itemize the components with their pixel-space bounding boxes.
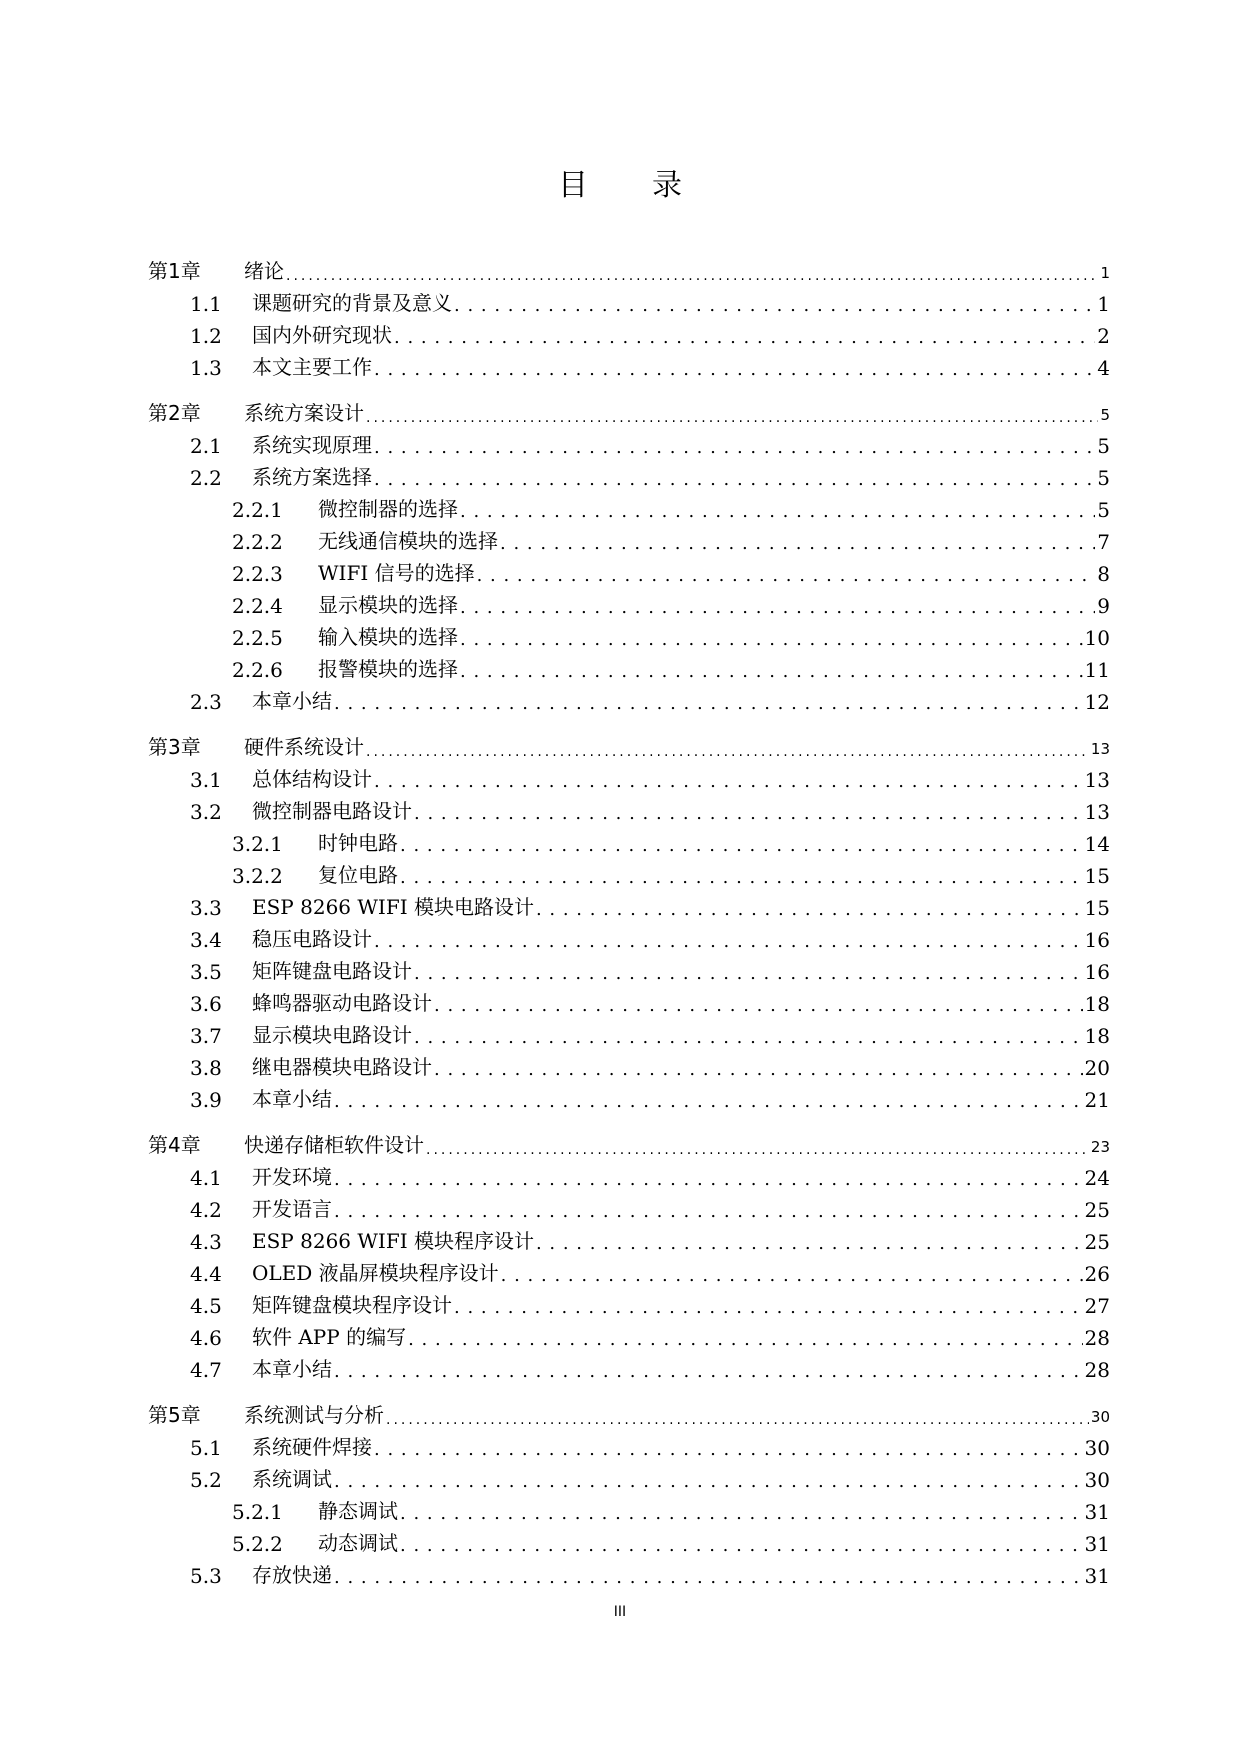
dot-leader bbox=[414, 800, 1083, 824]
toc-entry-number: 4.6 bbox=[190, 1326, 222, 1350]
toc-entry-title[interactable]: 系统硬件焊接 bbox=[252, 1435, 372, 1459]
toc-entry-title[interactable]: 微控制器的选择 bbox=[318, 497, 458, 521]
toc-entry-subsection[interactable] bbox=[148, 650, 1110, 682]
dot-leader bbox=[460, 498, 1095, 522]
dot-leader bbox=[460, 658, 1083, 682]
toc-entry-number: 第4章 bbox=[148, 1133, 201, 1157]
toc-entry-title[interactable]: 硬件系统设计 bbox=[244, 735, 364, 759]
toc-entry-chapter[interactable] bbox=[148, 1396, 1110, 1428]
toc-entry-section[interactable] bbox=[148, 458, 1110, 490]
toc-entry-subsection[interactable] bbox=[148, 1492, 1110, 1524]
toc-entry-chapter[interactable] bbox=[148, 252, 1110, 284]
table-of-contents bbox=[148, 252, 1110, 1588]
toc-entry-number: 1.2 bbox=[190, 324, 222, 348]
toc-entry-section[interactable] bbox=[148, 1350, 1110, 1382]
toc-entry-title[interactable]: 输入模块的选择 bbox=[318, 625, 458, 649]
toc-entry-title[interactable]: 快递存储柜软件设计 bbox=[244, 1133, 424, 1157]
toc-entry-number: 5.2.2 bbox=[232, 1532, 283, 1556]
toc-entry-section[interactable] bbox=[148, 1428, 1110, 1460]
dot-leader bbox=[334, 1198, 1083, 1222]
dot-leader bbox=[334, 1088, 1083, 1112]
toc-entry-title[interactable]: 开发语言 bbox=[252, 1197, 332, 1221]
toc-entry-section[interactable] bbox=[148, 1318, 1110, 1350]
toc-entry-title[interactable]: 存放快递 bbox=[252, 1563, 332, 1587]
toc-entry-section[interactable] bbox=[148, 984, 1110, 1016]
toc-entry-page[interactable]: 16 bbox=[1084, 928, 1110, 952]
toc-entry-number: 2.3 bbox=[190, 690, 222, 714]
toc-entry-title[interactable]: 课题研究的背景及意义 bbox=[252, 291, 452, 315]
toc-entry-number: 2.2.3 bbox=[232, 562, 283, 586]
toc-entry-page[interactable]: 13 bbox=[1084, 768, 1110, 792]
toc-entry-number: 5.1 bbox=[190, 1436, 222, 1460]
dot-leader bbox=[500, 530, 1095, 554]
dot-leader bbox=[414, 1024, 1083, 1048]
toc-entry-title[interactable]: 稳压电路设计 bbox=[252, 927, 372, 951]
toc-entry-page[interactable]: 28 bbox=[1084, 1358, 1110, 1382]
toc-entry-title[interactable]: 系统调试 bbox=[252, 1467, 332, 1491]
toc-entry-page[interactable]: 4 bbox=[1097, 356, 1110, 380]
toc-entry-number: 4.7 bbox=[190, 1358, 222, 1382]
toc-entry-section[interactable] bbox=[148, 1286, 1110, 1318]
toc-entry-title[interactable]: 系统方案选择 bbox=[252, 465, 372, 489]
dot-leader bbox=[374, 466, 1095, 490]
dot-leader bbox=[374, 1436, 1083, 1460]
dot-leader bbox=[334, 1468, 1083, 1492]
dot-leader bbox=[408, 1326, 1082, 1350]
dot-leader bbox=[334, 1564, 1083, 1588]
toc-entry-title[interactable]: 报警模块的选择 bbox=[318, 657, 458, 681]
toc-entry-section[interactable] bbox=[148, 284, 1110, 316]
dot-leader bbox=[334, 1358, 1083, 1382]
toc-entry-chapter[interactable] bbox=[148, 1126, 1110, 1158]
toc-entry-title[interactable]: 矩阵键盘电路设计 bbox=[252, 959, 412, 983]
toc-entry-number: 2.2.5 bbox=[232, 626, 283, 650]
toc-entry-page[interactable]: 30 bbox=[1084, 1436, 1110, 1460]
toc-entry-title[interactable]: 国内外研究现状 bbox=[252, 323, 392, 347]
toc-entry-page[interactable]: 18 bbox=[1084, 992, 1110, 1016]
toc-entry-number: 4.1 bbox=[190, 1166, 222, 1190]
toc-entry-page[interactable]: 26 bbox=[1084, 1262, 1110, 1286]
toc-entry-section[interactable] bbox=[148, 888, 1110, 920]
toc-entry-number: 4.5 bbox=[190, 1294, 222, 1318]
page-title bbox=[0, 160, 1240, 204]
dot-leader bbox=[454, 292, 1095, 316]
toc-entry-page[interactable]: 11 bbox=[1084, 658, 1110, 682]
toc-entry-number: 2.1 bbox=[190, 434, 222, 458]
toc-entry-number: 3.6 bbox=[190, 992, 222, 1016]
toc-entry-page[interactable]: 30 bbox=[1090, 1408, 1110, 1426]
toc-entry-chapter[interactable] bbox=[148, 394, 1110, 426]
toc-entry-title[interactable]: 开发环境 bbox=[252, 1165, 332, 1189]
toc-entry-page[interactable]: 1 bbox=[1097, 292, 1110, 316]
toc-entry-subsection[interactable] bbox=[148, 1524, 1110, 1556]
toc-entry-section[interactable] bbox=[148, 1158, 1110, 1190]
toc-entry-section[interactable] bbox=[148, 316, 1110, 348]
toc-entry-title[interactable]: 本章小结 bbox=[252, 1087, 332, 1111]
toc-entry-page[interactable]: 28 bbox=[1084, 1326, 1110, 1350]
toc-entry-section[interactable] bbox=[148, 1556, 1110, 1588]
dot-leader bbox=[501, 1262, 1083, 1286]
toc-entry-title[interactable]: 绪论 bbox=[244, 259, 284, 283]
toc-entry-page[interactable]: 30 bbox=[1084, 1468, 1110, 1492]
toc-entry-section[interactable] bbox=[148, 1460, 1110, 1492]
toc-entry-title[interactable]: 本章小结 bbox=[252, 1357, 332, 1381]
toc-entry-page[interactable]: 31 bbox=[1084, 1532, 1110, 1556]
toc-entry-section[interactable] bbox=[148, 348, 1110, 380]
toc-entry-number: 3.5 bbox=[190, 960, 222, 984]
toc-entry-page[interactable]: 5 bbox=[1100, 406, 1110, 424]
toc-entry-section[interactable] bbox=[148, 1080, 1110, 1112]
toc-entry-number: 4.4 bbox=[190, 1262, 222, 1286]
toc-entry-number: 5.3 bbox=[190, 1564, 222, 1588]
toc-entry-title[interactable]: 时钟电路 bbox=[318, 831, 398, 855]
toc-entry-section[interactable] bbox=[148, 920, 1110, 952]
toc-entry-page[interactable]: 5 bbox=[1097, 498, 1110, 522]
toc-entry-page[interactable]: 31 bbox=[1084, 1564, 1110, 1588]
toc-entry-number: 5.2 bbox=[190, 1468, 222, 1492]
toc-entry-title[interactable]: 本文主要工作 bbox=[252, 355, 372, 379]
title-char-1: 目 bbox=[558, 168, 588, 203]
toc-entry-title[interactable]: WIFI 信号的选择 bbox=[318, 561, 475, 585]
toc-entry-title[interactable]: 复位电路 bbox=[318, 863, 398, 887]
dot-leader bbox=[334, 1166, 1083, 1190]
toc-entry-section[interactable] bbox=[148, 760, 1110, 792]
toc-entry-title[interactable]: 软件 APP 的编写 bbox=[252, 1325, 407, 1349]
toc-entry-section[interactable] bbox=[148, 426, 1110, 458]
toc-entry-number: 2.2.2 bbox=[232, 530, 283, 554]
toc-entry-title[interactable]: 显示模块电路设计 bbox=[252, 1023, 412, 1047]
toc-entry-page[interactable]: 15 bbox=[1084, 864, 1110, 888]
toc-entry-title[interactable]: ESP 8266 WIFI 模块程序设计 bbox=[252, 1229, 534, 1253]
toc-entry-number: 4.2 bbox=[190, 1198, 222, 1222]
toc-entry-section[interactable] bbox=[148, 1048, 1110, 1080]
toc-entry-number: 2.2.1 bbox=[232, 498, 283, 522]
dot-leader bbox=[434, 1056, 1083, 1080]
dot-leader bbox=[366, 402, 1098, 426]
toc-entry-subsection[interactable] bbox=[148, 856, 1110, 888]
toc-entry-page[interactable]: 20 bbox=[1084, 1056, 1110, 1080]
toc-entry-title[interactable]: 微控制器电路设计 bbox=[252, 799, 412, 823]
toc-entry-page[interactable]: 23 bbox=[1090, 1138, 1110, 1156]
toc-entry-title[interactable]: 动态调试 bbox=[318, 1531, 398, 1555]
toc-entry-chapter[interactable] bbox=[148, 728, 1110, 760]
dot-leader bbox=[414, 960, 1083, 984]
dot-leader bbox=[374, 928, 1083, 952]
toc-entry-number: 3.2.1 bbox=[232, 832, 283, 856]
toc-entry-title[interactable]: 系统实现原理 bbox=[252, 433, 372, 457]
dot-leader bbox=[400, 1500, 1083, 1524]
dot-leader bbox=[460, 626, 1083, 650]
toc-entry-title[interactable]: 继电器模块电路设计 bbox=[252, 1055, 432, 1079]
toc-entry-subsection[interactable] bbox=[148, 618, 1110, 650]
toc-entry-section[interactable] bbox=[148, 792, 1110, 824]
toc-entry-section[interactable] bbox=[148, 1222, 1110, 1254]
toc-entry-page[interactable]: 12 bbox=[1084, 690, 1110, 714]
toc-entry-number: 1.1 bbox=[190, 292, 222, 316]
toc-entry-number: 2.2.4 bbox=[232, 594, 283, 618]
toc-entry-title[interactable]: 本章小结 bbox=[252, 689, 332, 713]
toc-entry-subsection[interactable] bbox=[148, 824, 1110, 856]
toc-entry-title[interactable]: 静态调试 bbox=[318, 1499, 398, 1523]
dot-leader bbox=[400, 832, 1083, 856]
dot-leader bbox=[386, 1404, 1089, 1428]
toc-entry-subsection[interactable] bbox=[148, 490, 1110, 522]
toc-entry-number: 2.2 bbox=[190, 466, 222, 490]
toc-entry-title[interactable]: 蜂鸣器驱动电路设计 bbox=[252, 991, 432, 1015]
toc-entry-page[interactable]: 10 bbox=[1084, 626, 1110, 650]
dot-leader bbox=[477, 562, 1096, 586]
toc-entry-number: 4.3 bbox=[190, 1230, 222, 1254]
toc-entry-title[interactable]: OLED 液晶屏模块程序设计 bbox=[252, 1261, 499, 1285]
toc-entry-number: 2.2.6 bbox=[232, 658, 283, 682]
toc-entry-page[interactable]: 27 bbox=[1084, 1294, 1110, 1318]
dot-leader bbox=[400, 1532, 1083, 1556]
toc-entry-page[interactable]: 24 bbox=[1084, 1166, 1110, 1190]
toc-entry-page[interactable]: 13 bbox=[1084, 800, 1110, 824]
dot-leader bbox=[400, 864, 1083, 888]
toc-entry-number: 3.3 bbox=[190, 896, 222, 920]
toc-entry-section[interactable] bbox=[148, 1190, 1110, 1222]
toc-entry-number: 第5章 bbox=[148, 1403, 201, 1427]
dot-leader bbox=[286, 260, 1098, 284]
toc-entry-number: 3.2 bbox=[190, 800, 222, 824]
toc-entry-page[interactable]: 21 bbox=[1084, 1088, 1110, 1112]
toc-entry-title[interactable]: 系统测试与分析 bbox=[244, 1403, 384, 1427]
toc-entry-title[interactable]: ESP 8266 WIFI 模块电路设计 bbox=[252, 895, 534, 919]
toc-entry-page[interactable]: 7 bbox=[1097, 530, 1110, 554]
toc-entry-title[interactable]: 无线通信模块的选择 bbox=[318, 529, 498, 553]
toc-entry-section[interactable] bbox=[148, 1016, 1110, 1048]
toc-entry-section[interactable] bbox=[148, 1254, 1110, 1286]
toc-entry-page[interactable]: 5 bbox=[1097, 466, 1110, 490]
toc-entry-number: 3.4 bbox=[190, 928, 222, 952]
toc-entry-page[interactable]: 5 bbox=[1097, 434, 1110, 458]
toc-entry-page[interactable]: 18 bbox=[1084, 1024, 1110, 1048]
toc-entry-page[interactable]: 15 bbox=[1084, 896, 1110, 920]
toc-entry-title[interactable]: 系统方案设计 bbox=[244, 401, 364, 425]
toc-entry-section[interactable] bbox=[148, 952, 1110, 984]
toc-entry-title[interactable]: 总体结构设计 bbox=[252, 767, 372, 791]
dot-leader bbox=[366, 736, 1089, 760]
toc-entry-number: 第3章 bbox=[148, 735, 201, 759]
toc-entry-number: 3.1 bbox=[190, 768, 222, 792]
toc-entry-number: 3.2.2 bbox=[232, 864, 283, 888]
title-char-2: 录 bbox=[652, 168, 682, 203]
toc-entry-number: 第2章 bbox=[148, 401, 201, 425]
dot-leader bbox=[426, 1134, 1089, 1158]
toc-entry-number: 3.9 bbox=[190, 1088, 222, 1112]
toc-entry-page[interactable]: 31 bbox=[1084, 1500, 1110, 1524]
toc-entry-number: 3.7 bbox=[190, 1024, 222, 1048]
toc-entry-page[interactable]: 2 bbox=[1097, 324, 1110, 348]
dot-leader bbox=[334, 690, 1083, 714]
dot-leader bbox=[454, 1294, 1083, 1318]
toc-entry-page[interactable]: 25 bbox=[1084, 1230, 1110, 1254]
toc-entry-number: 3.8 bbox=[190, 1056, 222, 1080]
dot-leader bbox=[374, 356, 1095, 380]
dot-leader bbox=[536, 1230, 1083, 1254]
toc-entry-page[interactable]: 14 bbox=[1084, 832, 1110, 856]
toc-entry-number: 第1章 bbox=[148, 259, 201, 283]
dot-leader bbox=[536, 896, 1083, 920]
toc-entry-page[interactable]: 1 bbox=[1100, 264, 1110, 282]
toc-entry-section[interactable] bbox=[148, 682, 1110, 714]
toc-entry-page[interactable]: 16 bbox=[1084, 960, 1110, 984]
dot-leader bbox=[394, 324, 1095, 348]
dot-leader bbox=[374, 434, 1095, 458]
dot-leader bbox=[434, 992, 1083, 1016]
dot-leader bbox=[460, 594, 1095, 618]
toc-entry-page[interactable]: 25 bbox=[1084, 1198, 1110, 1222]
toc-entry-title[interactable]: 矩阵键盘模块程序设计 bbox=[252, 1293, 452, 1317]
toc-entry-title[interactable]: 显示模块的选择 bbox=[318, 593, 458, 617]
dot-leader bbox=[374, 768, 1083, 792]
toc-entry-subsection[interactable] bbox=[148, 586, 1110, 618]
toc-entry-number: 1.3 bbox=[190, 356, 222, 380]
toc-entry-subsection[interactable] bbox=[148, 522, 1110, 554]
toc-entry-subsection[interactable] bbox=[148, 554, 1110, 586]
toc-entry-number: 5.2.1 bbox=[232, 1500, 283, 1524]
toc-entry-page[interactable]: 9 bbox=[1097, 594, 1110, 618]
toc-entry-page[interactable]: 8 bbox=[1097, 562, 1110, 586]
toc-entry-page[interactable]: 13 bbox=[1090, 740, 1110, 758]
page-number: III bbox=[613, 1604, 627, 1620]
